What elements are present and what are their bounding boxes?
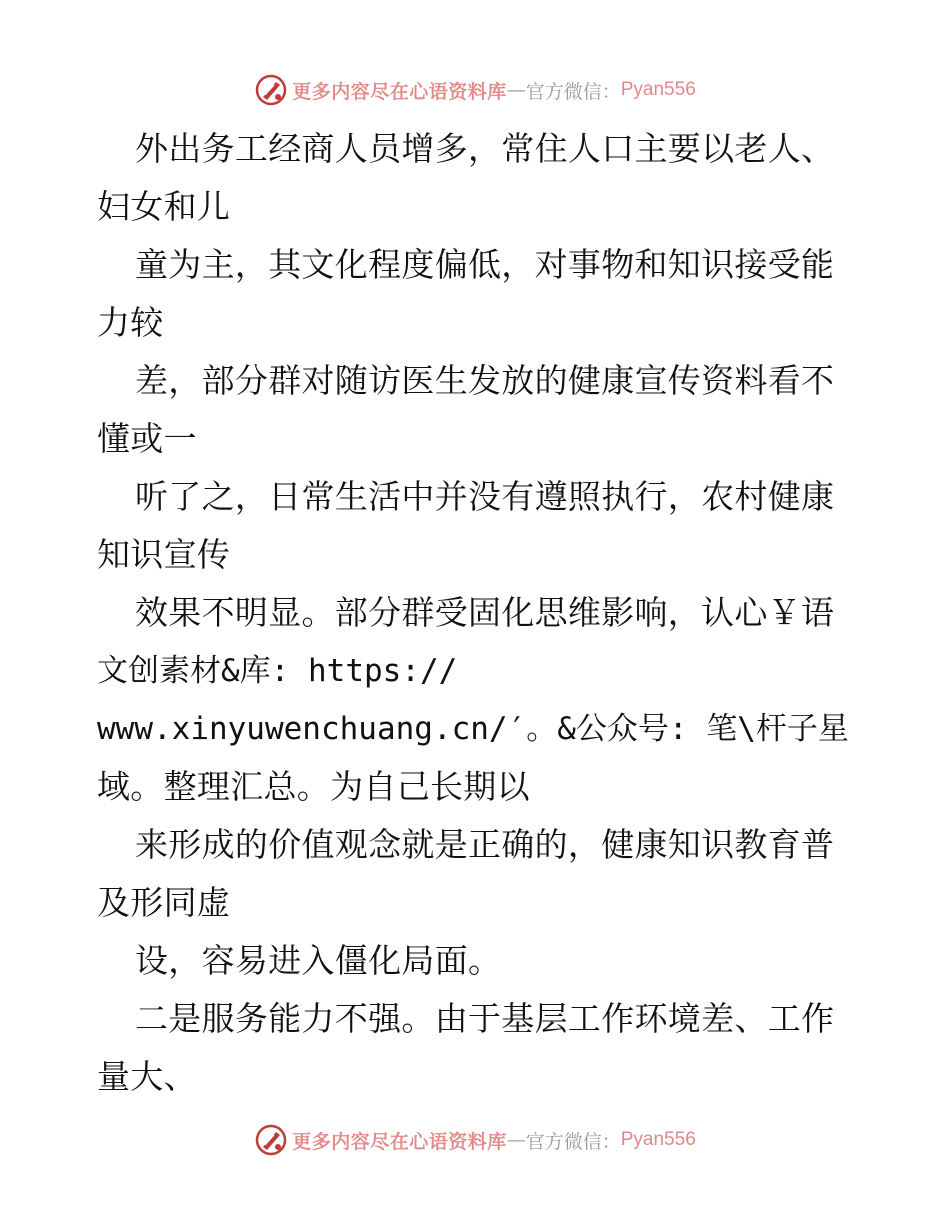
text-line: 域。整理汇总。为自己长期以 [97, 767, 530, 806]
quill-pen-seal-icon [254, 1123, 288, 1157]
text-line: 妇女和儿 [97, 187, 231, 226]
text-line: 力较 [97, 303, 164, 342]
text-line: 外出务工经商人员增多，常住人口主要以老人、 [135, 129, 835, 168]
banner-official-label: 官方微信： [525, 1130, 621, 1153]
header-banner [0, 70, 950, 110]
quill-pen-seal-icon [254, 73, 288, 107]
text-line: www.xinyuwenchuang.cn/′。&公众号: 笔\杆子星 [97, 711, 849, 747]
footer-banner [0, 1120, 950, 1160]
banner-separator: — [506, 1129, 526, 1151]
text-line: 量大、 [97, 1057, 197, 1096]
document-body [97, 120, 857, 1106]
banner-separator: — [506, 79, 526, 101]
text-line: 二是服务能力不强。由于基层工作环境差、工作 [135, 999, 835, 1038]
banner-account-id: Pyan556 [620, 1129, 696, 1150]
banner-account-id: Pyan556 [620, 79, 696, 100]
text-line: 听了之，日常生活中并没有遵照执行，农村健康 [135, 477, 835, 516]
text-line: 知识宣传 [97, 535, 231, 574]
text-line: 文创素材&库: https:// [97, 653, 458, 689]
text-line: 设，容易进入僵化局面。 [135, 941, 502, 980]
text-line: 懂或一 [97, 419, 197, 458]
text-line: 效果不明显。部分群受固化思维影响，认心￥语 [135, 593, 835, 632]
banner-library-text: 更多内容尽在心语资料库 [292, 80, 507, 103]
text-line: 来形成的价值观念就是正确的，健康知识教育普 [135, 825, 835, 864]
text-line: 差，部分群对随访医生发放的健康宣传资料看不 [135, 361, 835, 400]
banner-library-text: 更多内容尽在心语资料库 [292, 1130, 507, 1153]
text-line: 及形同虚 [97, 883, 231, 922]
banner-official-label: 官方微信： [525, 80, 621, 103]
text-line: 童为主，其文化程度偏低，对事物和知识接受能 [135, 245, 835, 284]
